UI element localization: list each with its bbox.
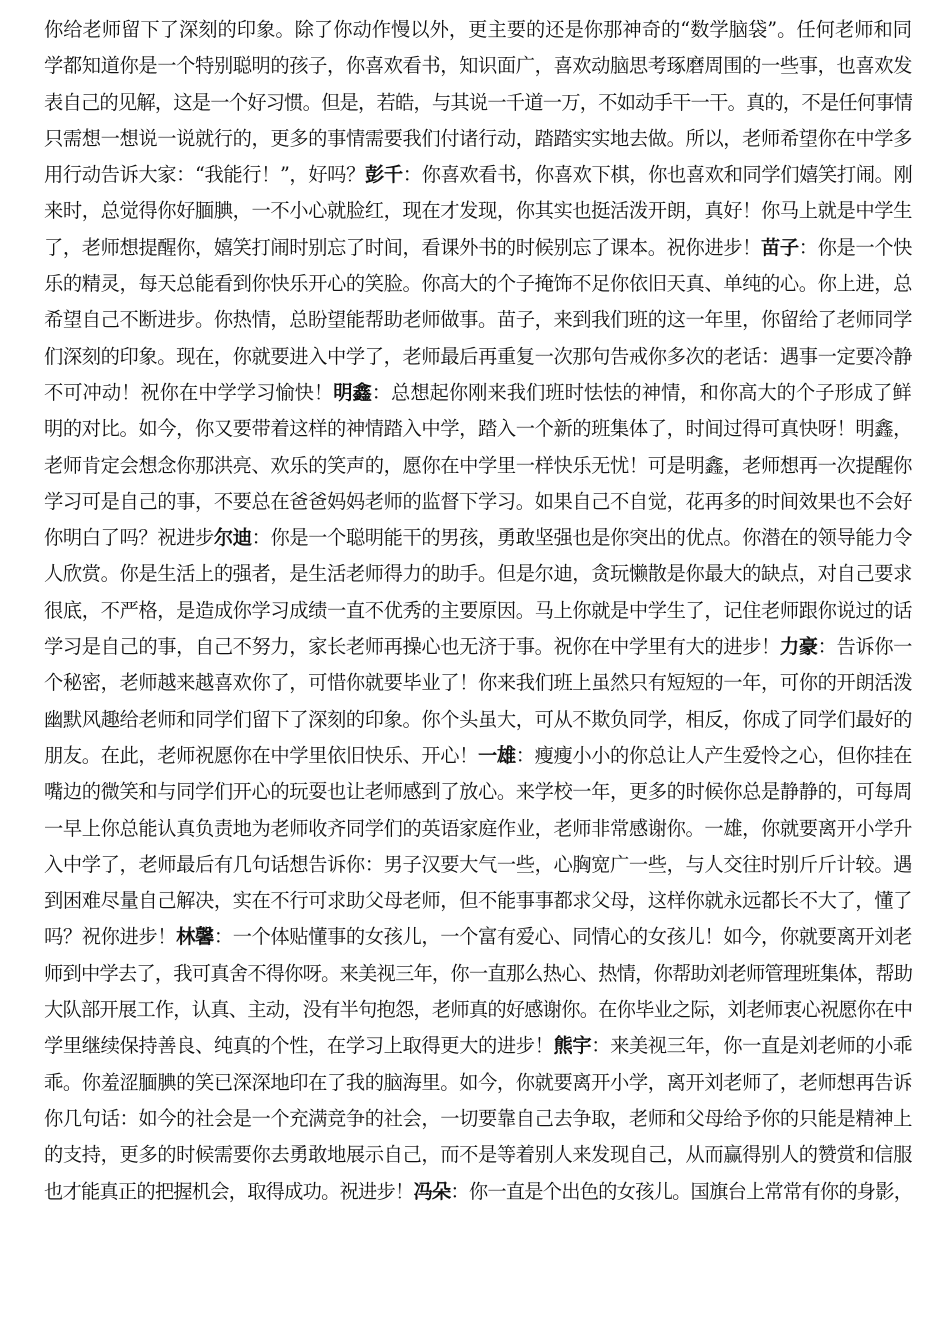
text-line <box>44 774 912 810</box>
text-line <box>44 85 912 121</box>
text-line <box>44 847 912 883</box>
comment-text: ：你一直是个出色的女孩儿。国旗台上常常有你的身影， <box>450 1179 912 1203</box>
comment-text: 吗？祝你进步！ <box>44 925 177 949</box>
comment-text: 们深刻的印象。现在，你就要进入中学了，老师最后再重复一次那句告戒你多次的老话：遇事一定要冷静 <box>44 344 912 368</box>
comment-text: 了，老师想提醒你，嬉笑打闹时别忘了时间，看课外书的时候别忘了课本。祝你进步！ <box>44 235 761 259</box>
text-line <box>44 702 912 738</box>
text-line <box>44 339 912 375</box>
text-line <box>44 484 912 520</box>
comment-text: 你给老师留下了深刻的印象。除了你动作慢以外，更主要的还是你那神奇的“数学脑袋”。任何老师和同 <box>44 18 912 41</box>
comment-text: 朋友。在此，老师祝愿你在中学里依旧快乐、开心！ <box>44 743 478 767</box>
comment-text: 一早上你总能认真负责地为老师收齐同学们的英语家庭作业，老师非常感谢你。一雄，你就要离开小学升 <box>44 816 912 840</box>
student-name: 冯朵 <box>413 1179 451 1203</box>
text-line <box>44 992 912 1028</box>
comment-text: 学习是自己的事，自己不努力，家长老师再操心也无济于事。祝你在中学里有大的进步！ <box>44 635 780 659</box>
comment-text: ：瘦瘦小小的你总让人产生爱怜之心，但你挂在 <box>515 743 912 767</box>
comment-text: 乐的精灵，每天总能看到你快乐开心的笑脸。你高大的个子掩饰不足你依旧天真、单纯的心。你上进，总 <box>44 272 912 296</box>
comment-text: 来时，总觉得你好腼腆，一不小心就脸红，现在才发现，你其实也挺活泼开朗，真好！你马上就是中学生 <box>44 199 912 223</box>
comment-text: 师到中学去了，我可真舍不得你呀。来美视三年，你一直那么热心、热情，你帮助刘老师管理班集体，帮助 <box>44 961 912 985</box>
comment-text: 学习可是自己的事，不要总在爸爸妈妈老师的监督下学习。如果自己不自觉，花再多的时间效果也不会好 <box>44 489 912 513</box>
comment-text: ：你是一个聪明能干的男孩，勇敢坚强也是你突出的优点。你潜在的领导能力令 <box>251 526 912 550</box>
text-line <box>44 375 912 411</box>
text-line <box>44 556 912 592</box>
comment-text: ：告诉你一 <box>817 635 912 659</box>
text-line <box>44 883 912 919</box>
text-line <box>44 230 912 266</box>
student-name: 苗子 <box>761 235 799 259</box>
text-line <box>44 1137 912 1173</box>
student-name: 明鑫 <box>333 380 372 404</box>
comment-text: 老师肯定会想念你那洪亮、欢乐的笑声的，愿你在中学里一样快乐无忧！可是明鑫，老师想再一次提醒你 <box>44 453 912 477</box>
text-line <box>44 593 912 629</box>
comment-text: ：来美视三年，你一直是刘老师的小乖 <box>591 1034 912 1058</box>
comment-text: 明的对比。如今，你又要带着这样的神情踏入中学，踏入一个新的班集体了，时间过得可真快呀！明鑫， <box>44 417 912 441</box>
comment-text: 你明白了吗？祝进步 <box>44 526 214 550</box>
text-line <box>44 811 912 847</box>
comment-text: 的支持，更多的时候需要你去勇敢地展示自己，而不是等着别人来发现自己，从而赢得别人的赞赏和信服 <box>44 1143 912 1167</box>
text-line <box>44 266 912 302</box>
comment-text: 不可冲动！祝你在中学学习愉快！ <box>44 380 334 404</box>
student-name: 彭千 <box>364 163 403 187</box>
text-line <box>44 919 912 955</box>
text-line <box>44 1101 912 1137</box>
comment-text: 只需想一想说一说就行的，更多的事情需要我们付诸行动，踏踏实实地去做。所以，老师希望你在中学多 <box>44 126 912 150</box>
comment-text: 个秘密，老师越来越喜欢你了，可惜你就要毕业了！你来我们班上虽然只有短短的一年，可你的开朗活泼 <box>44 671 912 695</box>
comment-text: 很底，不严格，是造成你学习成绩一直不优秀的主要原因。马上你就是中学生了，记住老师跟你说过的话 <box>44 598 912 622</box>
document-body <box>44 12 912 1210</box>
student-name: 林馨 <box>176 925 214 949</box>
student-name: 尔迪 <box>213 526 252 550</box>
comment-text: 你几句话：如今的社会是一个充满竞争的社会，一切要靠自己去争取，老师和父母给予你的只能是精神上 <box>44 1106 912 1130</box>
student-name: 力豪 <box>779 635 818 659</box>
comment-text: 学都知道你是一个特别聪明的孩子，你喜欢看书，知识面广，喜欢动脑思考琢磨周围的一些事，也喜欢发 <box>44 54 912 78</box>
text-line <box>44 302 912 338</box>
comment-text: 幽默风趣给老师和同学们留下了深刻的印象。你个头虽大，可从不欺负同学，相反，你成了同学们最好的 <box>44 707 912 731</box>
text-line <box>44 1065 912 1101</box>
comment-text: 学里继续保持善良、纯真的个性，在学习上取得更大的进步！ <box>44 1034 554 1058</box>
text-line <box>44 48 912 84</box>
comment-text: 到困难尽量自己解决，实在不行可求助父母老师，但不能事事都求父母，这样你就永远都长不大了，懂了 <box>44 889 912 913</box>
student-name: 熊宇 <box>553 1034 592 1058</box>
comment-text: 人欣赏。你是生活上的强者，是生活老师得力的助手。但是尔迪，贪玩懒散是你最大的缺点，对自己要求 <box>44 562 912 586</box>
text-line <box>44 411 912 447</box>
comment-text: 也才能真正的把握机会，取得成功。祝进步！ <box>44 1179 414 1203</box>
comment-text: ：你是一个快 <box>798 235 912 259</box>
student-name: 一雄 <box>477 743 516 767</box>
comment-text: 用行动告诉大家：“我能行！”，好吗？ <box>44 163 365 187</box>
text-line <box>44 1174 912 1210</box>
text-line <box>44 157 912 193</box>
comment-text: 入中学了，老师最后有几句话想告诉你：男子汉要大气一些，心胸宽广一些，与人交往时别斤斤计较。遇 <box>44 852 912 876</box>
text-line <box>44 956 912 992</box>
text-line <box>44 448 912 484</box>
text-line <box>44 738 912 774</box>
comment-text: ：你喜欢看书，你喜欢下棋，你也喜欢和同学们嬉笑打闹。刚 <box>402 163 912 187</box>
comment-text: 乖。你羞涩腼腆的笑已深深地印在了我的脑海里。如今，你就要离开小学，离开刘老师了，老师想再告诉 <box>44 1070 912 1094</box>
comment-text: ：总想起你刚来我们班时怯怯的神情，和你高大的个子形成了鲜 <box>371 380 912 404</box>
text-line <box>44 121 912 157</box>
comment-text: 嘴边的微笑和与同学们开心的玩耍也让老师感到了放心。来学校一年，更多的时候你总是静静的，可每周 <box>44 780 912 804</box>
text-line <box>44 629 912 665</box>
comment-text: 大队部开展工作，认真、主动，没有半句抱怨，老师真的好感谢你。在你毕业之际，刘老师衷心祝愿你在中 <box>44 998 912 1022</box>
text-line <box>44 193 912 229</box>
comment-text: ：一个体贴懂事的女孩儿，一个富有爱心、同情心的女孩儿！如今，你就要离开刘老 <box>213 925 912 949</box>
text-line <box>44 665 912 701</box>
comment-text: 表自己的见解，这是一个好习惯。但是，若皓，与其说一千道一万，不如动手干一干。真的，不是任何事情 <box>44 90 912 114</box>
comment-text: 希望自己不断进步。你热情，总盼望能帮助老师做事。苗子，来到我们班的这一年里，你留给了老师同学 <box>44 308 912 332</box>
text-line <box>44 520 912 556</box>
text-line <box>44 12 912 48</box>
text-line <box>44 1028 912 1064</box>
